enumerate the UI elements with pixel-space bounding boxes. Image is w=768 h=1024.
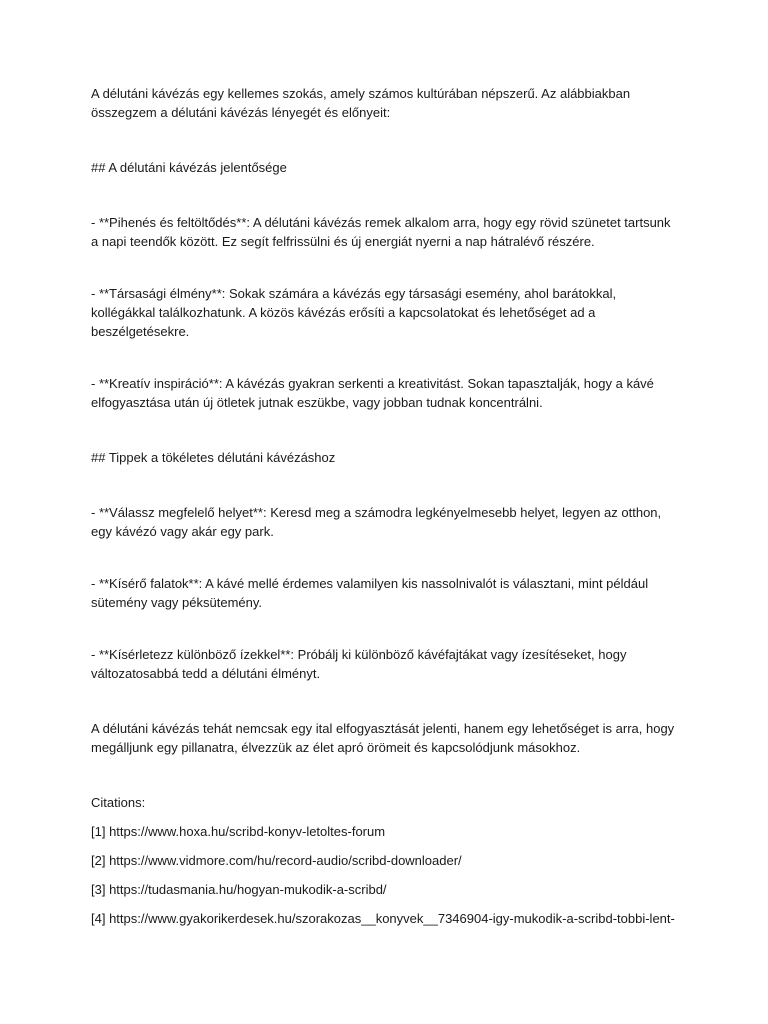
section-heading-tips: ## Tippek a tökéletes délutáni kávézáshoz xyxy=(91,450,336,465)
bullet-place: - **Válassz megfelelő helyet**: Keresd meg a számodra legkényelmesebb helyet, legyen az otthon, egy kávézó vagy akár egy park. xyxy=(91,505,662,539)
conclusion-paragraph: A délutáni kávézás tehát nemcsak egy ital elfogyasztását jelenti, hanem egy lehetőséget is arra, hogy megálljunk egy pillanatra, élvezzük az élet apró örömeit és kapcsolódjunk másokhoz. xyxy=(91,721,675,755)
citation-4[interactable]: [4] https://www.gyakorikerdesek.hu/szorakozas__konyvek__7346904-igy-mukodik-a-scribd-tobbi-lent- xyxy=(91,911,675,926)
citation-2[interactable]: [2] https://www.vidmore.com/hu/record-audio/scribd-downloader/ xyxy=(91,853,462,868)
bullet-creative: - **Kreatív inspiráció**: A kávézás gyakran serkenti a kreativitást. Sokan tapasztalják, hogy a kávé elfogyasztása után új ötletek jutnak eszükbe, vagy jobban tudnak koncentrálni. xyxy=(91,376,654,410)
citation-3[interactable]: [3] https://tudasmania.hu/hogyan-mukodik-a-scribd/ xyxy=(91,882,387,897)
citations-label: Citations: xyxy=(91,795,146,810)
bullet-flavors: - **Kísérletezz különböző ízekkel**: Próbálj ki különböző kávéfajtákat vagy ízesítéseket, hogy változatosabbá tedd a délutáni élményt. xyxy=(91,647,627,681)
bullet-rest: - **Pihenés és feltöltődés**: A délutáni kávézás remek alkalom arra, hogy egy rövid szünetet tartsunk a napi teendők között. Ez segít felfrissülni és új energiát nyerni a nap hátralévő részére. xyxy=(91,215,671,249)
bullet-snacks: - **Kísérő falatok**: A kávé mellé érdemes valamilyen kis nassolnivalót is választani, mint például sütemény vagy péksütemény. xyxy=(91,576,649,610)
document-body xyxy=(91,84,681,928)
intro-paragraph: A délutáni kávézás egy kellemes szokás, amely számos kultúrában népszerű. Az alábbiakban összegzem a délutáni kávézás lényegét és előnyeit: xyxy=(91,86,631,120)
bullet-social: - **Társasági élmény**: Sokak számára a kávézás egy társasági esemény, ahol barátokkal, kollégákkal találkozhatunk. A közös kávézás erősíti a kapcsolatokat és lehetőséget ad a beszélgetésekre. xyxy=(91,286,617,339)
citation-1[interactable]: [1] https://www.hoxa.hu/scribd-konyv-letoltes-forum xyxy=(91,824,386,839)
section-heading-significance: ## A délutáni kávézás jelentősége xyxy=(91,160,287,175)
